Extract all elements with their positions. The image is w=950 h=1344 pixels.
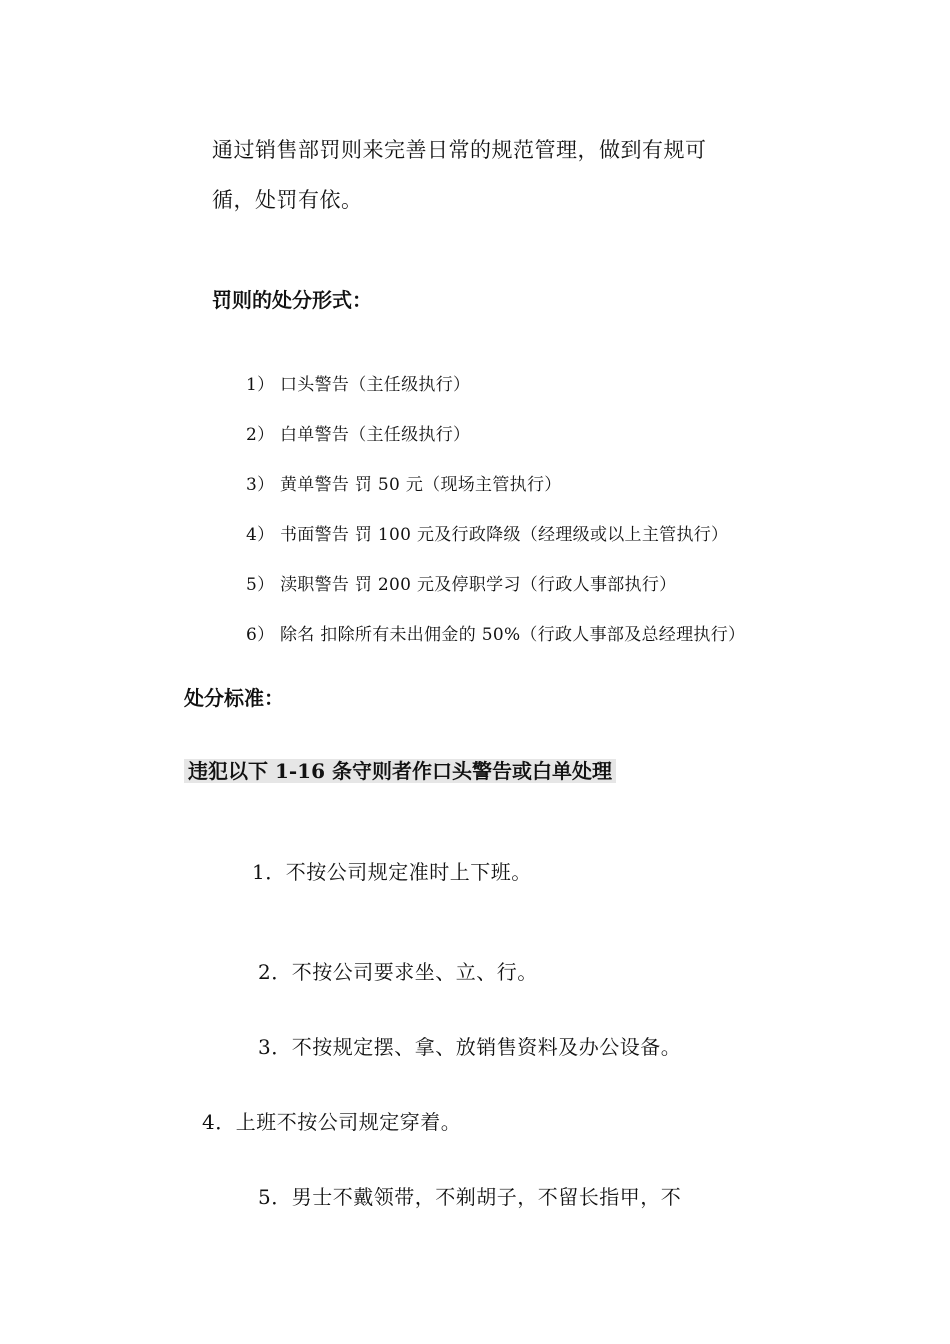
form-item-1 <box>246 375 470 395</box>
form-item-2 <box>246 425 470 445</box>
form-item-4 <box>246 525 728 545</box>
rule-item-5: 5．男士不戴领带，不剃胡子，不留长指甲，不 <box>258 1185 682 1209</box>
form-item-3 <box>246 475 562 495</box>
form-item-text: 口头警告（主任级执行） <box>280 375 471 395</box>
intro-line-2: 循，处罚有依。 <box>212 188 363 212</box>
standard-heading: 处分标准： <box>184 686 284 710</box>
form-item-number: 6） <box>246 625 275 645</box>
form-item-text: 黄单警告 罚 50 元（现场主管执行） <box>280 475 562 495</box>
forms-heading: 罚则的处分形式： <box>212 288 372 312</box>
form-item-number: 1） <box>246 375 275 395</box>
intro-line-1: 通过销售部罚则来完善日常的规范管理，做到有规可 <box>212 138 707 162</box>
standard-subtitle: 违犯以下 1-16 条守则者作口头警告或白单处理 <box>184 759 616 783</box>
form-item-text: 书面警告 罚 100 元及行政降级（经理级或以上主管执行） <box>280 525 729 545</box>
form-item-text: 渎职警告 罚 200 元及停职学习（行政人事部执行） <box>280 575 677 595</box>
form-item-number: 5） <box>246 575 275 595</box>
form-item-5 <box>246 575 676 595</box>
rule-item-3: 3．不按规定摆、拿、放销售资料及办公设备。 <box>258 1035 682 1059</box>
form-item-text: 除名 扣除所有未出佣金的 50%（行政人事部及总经理执行） <box>280 625 746 645</box>
form-item-number: 4） <box>246 525 275 545</box>
rule-item-2: 2．不按公司要求坐、立、行。 <box>258 960 538 984</box>
rule-item-4: 4．上班不按公司规定穿着。 <box>202 1110 462 1134</box>
form-item-number: 3） <box>246 475 275 495</box>
form-item-6 <box>246 625 745 645</box>
rule-item-1: 1．不按公司规定准时上下班。 <box>252 860 532 884</box>
form-item-number: 2） <box>246 425 275 445</box>
form-item-text: 白单警告（主任级执行） <box>280 425 471 445</box>
